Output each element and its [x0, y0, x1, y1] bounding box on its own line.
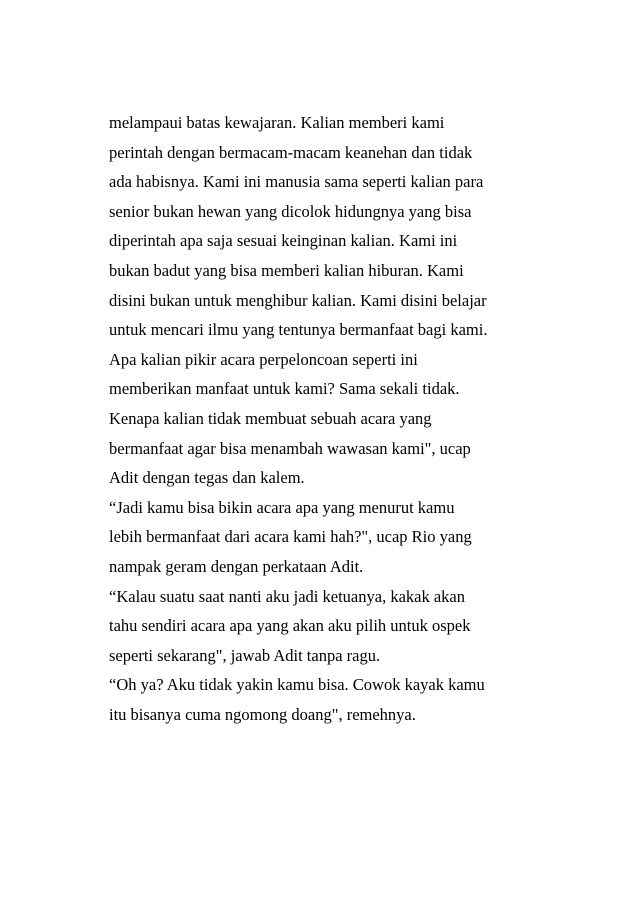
text-line: diperintah apa saja sesuai keinginan kalian. Kami ini: [109, 231, 458, 251]
text-line: seperti sekarang", jawab Adit tanpa ragu.: [109, 645, 381, 665]
text-line: tahu sendiri acara apa yang akan aku pilih untuk ospek: [109, 616, 471, 636]
body-text: [109, 108, 549, 729]
text-line: disini bukan untuk menghibur kalian. Kami disini belajar: [109, 290, 487, 310]
text-line: memberikan manfaat untuk kami? Sama sekali tidak.: [109, 379, 460, 399]
text-line: bermanfaat agar bisa menambah wawasan kami", ucap: [109, 438, 471, 458]
text-line: perintah dengan bermacam-macam keanehan dan tidak: [109, 142, 473, 162]
text-line: melampaui batas kewajaran. Kalian memberi kami: [109, 113, 445, 132]
text-line: “Oh ya? Aku tidak yakin kamu bisa. Cowok kayak kamu: [109, 675, 485, 695]
text-line: bukan badut yang bisa memberi kalian hiburan. Kami: [109, 260, 464, 280]
text-line: “Jadi kamu bisa bikin acara apa yang menurut kamu: [109, 497, 455, 517]
text-line: lebih bermanfaat dari acara kami hah?", ucap Rio yang: [109, 527, 472, 547]
text-line: “Kalau suatu saat nanti aku jadi ketuanya, kakak akan: [109, 586, 465, 606]
text-line: itu bisanya cuma ngomong doang", remehnya.: [109, 704, 416, 724]
text-line: Apa kalian pikir acara perpeloncoan seperti ini: [109, 349, 418, 369]
text-line: ada habisnya. Kami ini manusia sama seperti kalian para: [109, 172, 484, 192]
text-line: nampak geram dengan perkataan Adit.: [109, 556, 364, 576]
text-line: untuk mencari ilmu yang tentunya bermanfaat bagi kami.: [109, 320, 488, 340]
text-line: senior bukan hewan yang dicolok hidungnya yang bisa: [109, 201, 472, 221]
text-line: Kenapa kalian tidak membuat sebuah acara yang: [109, 408, 432, 428]
text-line: Adit dengan tegas dan kalem.: [109, 468, 305, 488]
